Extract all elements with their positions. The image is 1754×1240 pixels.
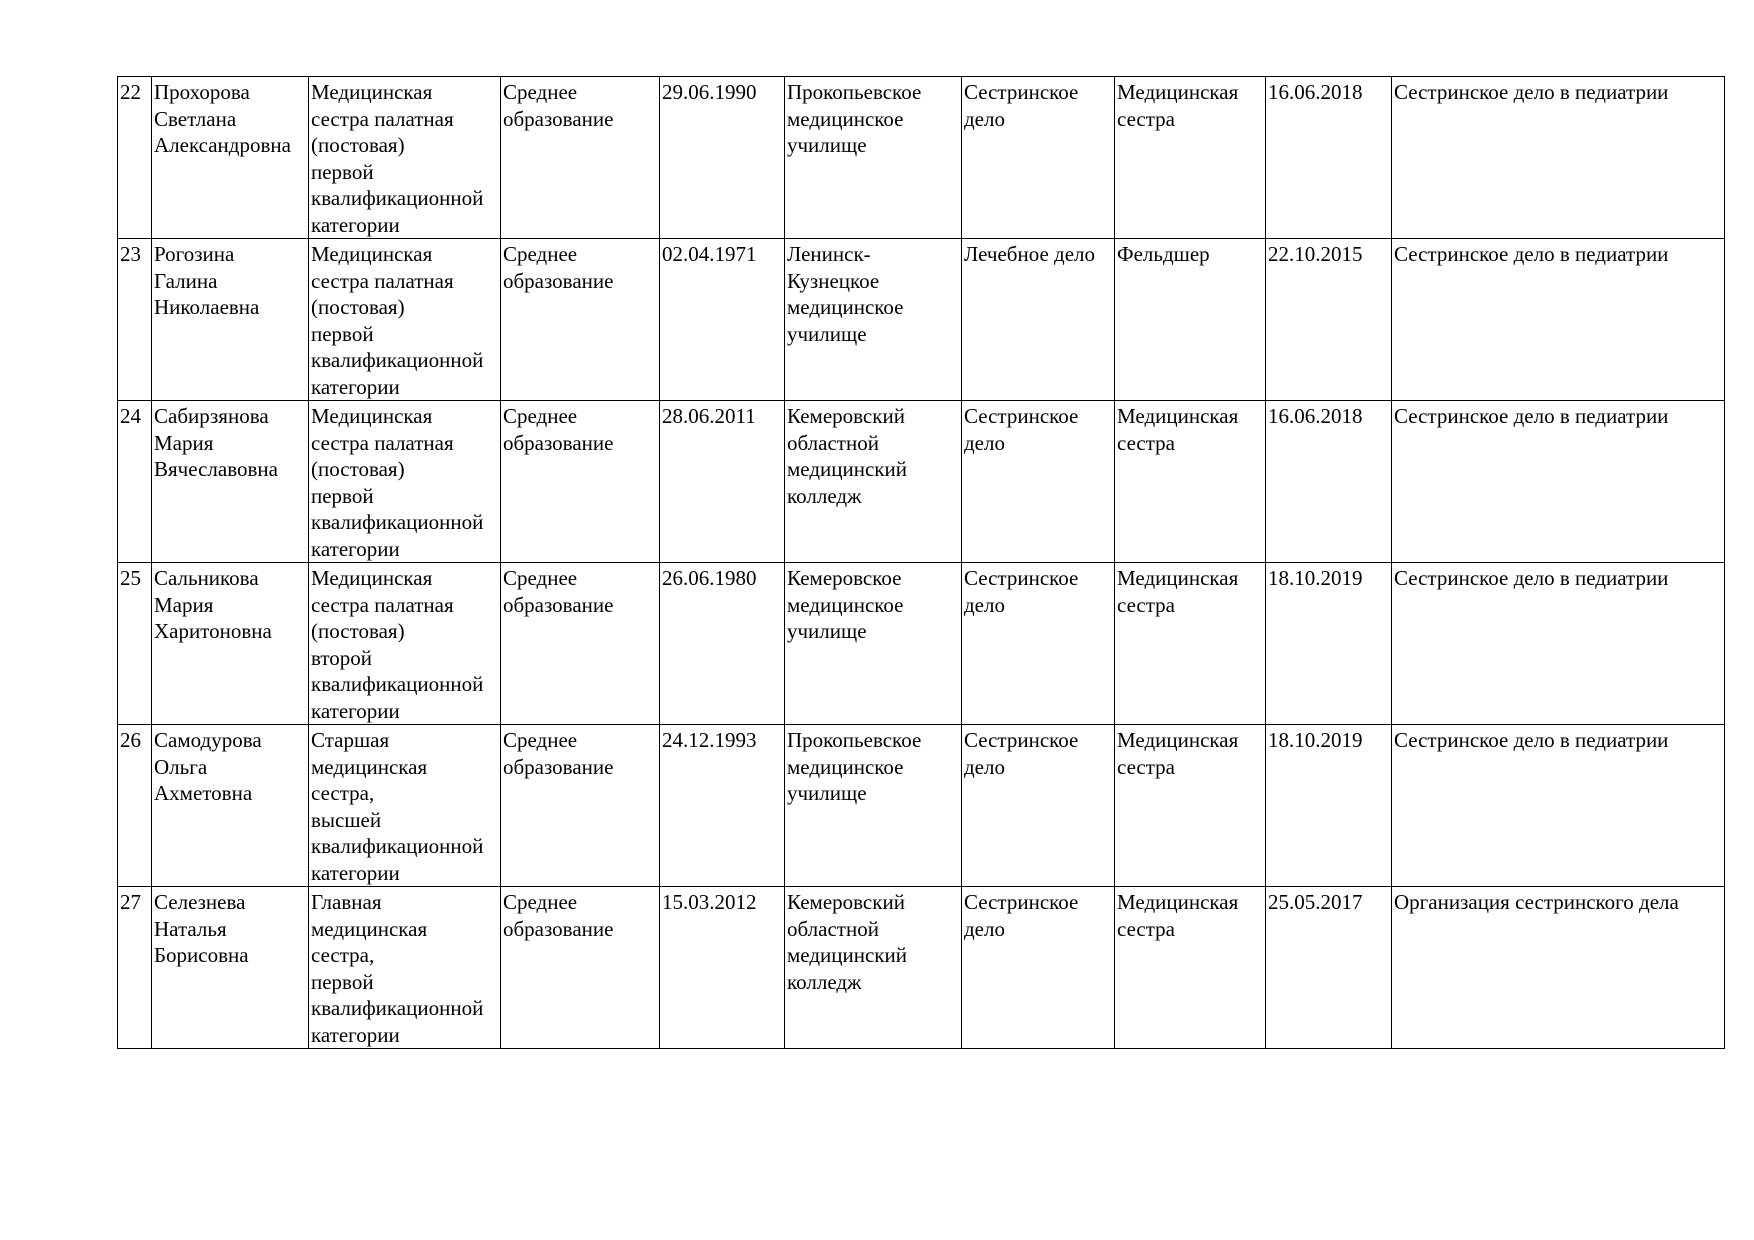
specialty-line: дело: [964, 106, 1005, 131]
graduation-date-text: 24.12.1993: [662, 728, 757, 752]
row-number-text: 27: [120, 890, 141, 914]
position-line: сестра палатная: [311, 592, 454, 617]
position-line: Медицинская: [311, 404, 433, 428]
institution-cell: [785, 725, 962, 887]
education-line: Среднее: [503, 890, 578, 914]
table-row: [118, 77, 1725, 239]
row-number-text: 25: [120, 566, 141, 590]
full-name-line: Галина: [154, 268, 218, 293]
position-line: первой: [311, 321, 374, 346]
row-number-cell: [118, 239, 152, 401]
position-line: категории: [311, 1022, 400, 1047]
position-line: первой: [311, 159, 374, 184]
specialty-cell: [962, 401, 1115, 563]
position-line: сестра палатная: [311, 268, 454, 293]
graduation-date-text: 02.04.1971: [662, 242, 757, 266]
qualification-line: сестра: [1117, 430, 1175, 455]
institution-line: колледж: [787, 969, 862, 994]
education-line: Среднее: [503, 728, 578, 752]
certificate-specialty-text: Сестринское дело в педиатрии: [1394, 728, 1669, 752]
certificate-specialty-cell: [1392, 401, 1725, 563]
full-name-cell: [152, 77, 309, 239]
staff-table: [117, 76, 1725, 1049]
position-line: категории: [311, 698, 400, 723]
education-line: Среднее: [503, 404, 578, 428]
position-line: Медицинская: [311, 80, 433, 104]
graduation-date-cell: [660, 239, 785, 401]
institution-cell: [785, 563, 962, 725]
full-name-line: Борисовна: [154, 943, 249, 967]
specialty-line: Сестринское: [964, 80, 1079, 104]
graduation-date-cell: [660, 563, 785, 725]
qualification-line: Медицинская: [1117, 728, 1239, 752]
certificate-specialty-cell: [1392, 563, 1725, 725]
qualification-line: Медицинская: [1117, 890, 1239, 914]
row-number-text: 22: [120, 80, 141, 104]
position-line: квалификационной: [311, 510, 484, 534]
position-line: первой: [311, 969, 374, 994]
institution-line: медицинское: [787, 295, 904, 319]
position-line: высшей: [311, 807, 382, 832]
certificate-date-text: 18.10.2019: [1268, 566, 1363, 590]
graduation-date-cell: [660, 725, 785, 887]
education-line: образование: [503, 916, 614, 941]
certificate-date-cell: [1266, 239, 1392, 401]
institution-line: медицинский: [787, 943, 907, 967]
position-line: квалификационной: [311, 996, 484, 1020]
position-line: квалификационной: [311, 672, 484, 696]
full-name-line: Светлана: [154, 106, 237, 131]
row-number-cell: [118, 401, 152, 563]
position-line: сестра палатная: [311, 106, 454, 131]
table-row: [118, 725, 1725, 887]
qualification-line: сестра: [1117, 916, 1175, 941]
graduation-date-text: 15.03.2012: [662, 890, 757, 914]
row-number-text: 24: [120, 404, 141, 428]
specialty-line: Лечебное дело: [964, 242, 1096, 266]
full-name-line: Селезнева: [154, 890, 246, 914]
position-line: второй: [311, 645, 373, 670]
graduation-date-cell: [660, 887, 785, 1049]
certificate-date-cell: [1266, 725, 1392, 887]
certificate-specialty-text: Сестринское дело в педиатрии: [1394, 80, 1669, 104]
position-line: сестра,: [311, 943, 375, 967]
position-line: категории: [311, 374, 400, 399]
education-cell: [501, 563, 660, 725]
position-line: квалификационной: [311, 186, 484, 210]
certificate-date-text: 25.05.2017: [1268, 890, 1363, 914]
qualification-cell: [1115, 563, 1266, 725]
qualification-line: сестра: [1117, 592, 1175, 617]
qualification-line: Фельдшер: [1117, 242, 1210, 266]
institution-cell: [785, 77, 962, 239]
position-cell: [309, 401, 501, 563]
specialty-line: дело: [964, 592, 1005, 617]
institution-cell: [785, 401, 962, 563]
institution-line: медицинское: [787, 592, 904, 617]
qualification-line: сестра: [1117, 106, 1175, 131]
institution-line: медицинское: [787, 754, 904, 779]
position-line: медицинская: [311, 916, 428, 941]
position-cell: [309, 887, 501, 1049]
full-name-line: Сабирзянова: [154, 404, 269, 428]
full-name-line: Ахметовна: [154, 781, 253, 805]
full-name-line: Харитоновна: [154, 619, 272, 643]
full-name-cell: [152, 887, 309, 1049]
institution-line: Кемеровское: [787, 566, 902, 590]
full-name-line: Наталья: [154, 916, 227, 941]
table-row: [118, 239, 1725, 401]
education-cell: [501, 239, 660, 401]
position-line: квалификационной: [311, 348, 484, 372]
full-name-cell: [152, 563, 309, 725]
education-cell: [501, 887, 660, 1049]
position-cell: [309, 563, 501, 725]
position-line: (постовая): [311, 619, 405, 643]
table-row: [118, 401, 1725, 563]
position-line: Медицинская: [311, 242, 433, 266]
position-line: сестра,: [311, 781, 375, 805]
graduation-date-text: 26.06.1980: [662, 566, 757, 590]
institution-line: училище: [787, 619, 867, 643]
position-cell: [309, 77, 501, 239]
table-row: [118, 887, 1725, 1049]
specialty-line: дело: [964, 916, 1005, 941]
position-line: первой: [311, 483, 374, 508]
institution-line: медицинское: [787, 106, 904, 131]
qualification-cell: [1115, 887, 1266, 1049]
institution-line: Ленинск-: [787, 242, 871, 266]
row-number-cell: [118, 725, 152, 887]
specialty-cell: [962, 887, 1115, 1049]
full-name-cell: [152, 239, 309, 401]
specialty-line: Сестринское: [964, 566, 1079, 590]
graduation-date-cell: [660, 401, 785, 563]
institution-line: колледж: [787, 483, 862, 508]
graduation-date-cell: [660, 77, 785, 239]
certificate-date-cell: [1266, 77, 1392, 239]
position-line: сестра палатная: [311, 430, 454, 455]
qualification-line: Медицинская: [1117, 404, 1239, 428]
full-name-line: Ольга: [154, 754, 208, 779]
position-cell: [309, 239, 501, 401]
certificate-specialty-text: Сестринское дело в педиатрии: [1394, 566, 1669, 590]
specialty-cell: [962, 77, 1115, 239]
full-name-line: Александровна: [154, 133, 291, 157]
qualification-cell: [1115, 239, 1266, 401]
education-line: Среднее: [503, 566, 578, 590]
graduation-date-text: 29.06.1990: [662, 80, 757, 104]
institution-cell: [785, 239, 962, 401]
graduation-date-text: 28.06.2011: [662, 404, 756, 428]
position-line: Медицинская: [311, 566, 433, 590]
position-line: категории: [311, 536, 400, 561]
certificate-date-cell: [1266, 887, 1392, 1049]
certificate-date-text: 22.10.2015: [1268, 242, 1363, 266]
table-body: [118, 77, 1725, 1049]
row-number-cell: [118, 887, 152, 1049]
specialty-cell: [962, 239, 1115, 401]
institution-line: училище: [787, 781, 867, 805]
certificate-date-cell: [1266, 401, 1392, 563]
qualification-cell: [1115, 725, 1266, 887]
certificate-specialty-cell: [1392, 239, 1725, 401]
specialty-cell: [962, 563, 1115, 725]
position-line: категории: [311, 860, 400, 885]
institution-line: Кемеровский: [787, 404, 905, 428]
certificate-date-text: 16.06.2018: [1268, 404, 1363, 428]
position-line: (постовая): [311, 133, 405, 157]
row-number-text: 23: [120, 242, 141, 266]
position-line: медицинская: [311, 754, 428, 779]
institution-line: училище: [787, 133, 867, 157]
institution-line: медицинский: [787, 457, 907, 481]
specialty-line: Сестринское: [964, 404, 1079, 428]
position-line: квалификационной: [311, 834, 484, 858]
certificate-specialty-text: Сестринское дело в педиатрии: [1394, 242, 1669, 266]
full-name-line: Вячеславовна: [154, 457, 278, 481]
education-line: образование: [503, 268, 614, 293]
education-cell: [501, 725, 660, 887]
institution-line: областной: [787, 916, 879, 941]
full-name-line: Мария: [154, 592, 214, 617]
institution-line: Прокопьевское: [787, 728, 922, 752]
certificate-date-cell: [1266, 563, 1392, 725]
certificate-specialty-cell: [1392, 887, 1725, 1049]
full-name-line: Мария: [154, 430, 214, 455]
certificate-specialty-text: Организация сестринского дела: [1394, 890, 1679, 914]
position-line: Старшая: [311, 728, 390, 752]
position-line: Главная: [311, 890, 382, 914]
education-line: образование: [503, 754, 614, 779]
institution-line: Прокопьевское: [787, 80, 922, 104]
institution-cell: [785, 887, 962, 1049]
qualification-cell: [1115, 401, 1266, 563]
full-name-cell: [152, 725, 309, 887]
institution-line: училище: [787, 321, 867, 346]
education-cell: [501, 77, 660, 239]
full-name-line: Самодурова: [154, 728, 262, 752]
specialty-line: Сестринское: [964, 890, 1079, 914]
table-row: [118, 563, 1725, 725]
qualification-line: Медицинская: [1117, 80, 1239, 104]
full-name-line: Рогозина: [154, 242, 235, 266]
row-number-text: 26: [120, 728, 141, 752]
position-line: (постовая): [311, 457, 405, 481]
full-name-cell: [152, 401, 309, 563]
certificate-specialty-text: Сестринское дело в педиатрии: [1394, 404, 1669, 428]
certificate-specialty-cell: [1392, 77, 1725, 239]
institution-line: Кемеровский: [787, 890, 905, 914]
full-name-line: Прохорова: [154, 80, 250, 104]
specialty-cell: [962, 725, 1115, 887]
qualification-line: сестра: [1117, 754, 1175, 779]
position-line: категории: [311, 212, 400, 237]
specialty-line: дело: [964, 430, 1005, 455]
specialty-line: дело: [964, 754, 1005, 779]
certificate-specialty-cell: [1392, 725, 1725, 887]
education-line: образование: [503, 106, 614, 131]
institution-line: Кузнецкое: [787, 268, 880, 293]
certificate-date-text: 18.10.2019: [1268, 728, 1363, 752]
education-line: Среднее: [503, 242, 578, 266]
qualification-cell: [1115, 77, 1266, 239]
education-cell: [501, 401, 660, 563]
position-line: (постовая): [311, 295, 405, 319]
education-line: образование: [503, 430, 614, 455]
row-number-cell: [118, 563, 152, 725]
education-line: образование: [503, 592, 614, 617]
row-number-cell: [118, 77, 152, 239]
position-cell: [309, 725, 501, 887]
education-line: Среднее: [503, 80, 578, 104]
qualification-line: Медицинская: [1117, 566, 1239, 590]
full-name-line: Николаевна: [154, 295, 260, 319]
full-name-line: Сальникова: [154, 566, 259, 590]
certificate-date-text: 16.06.2018: [1268, 80, 1363, 104]
specialty-line: Сестринское: [964, 728, 1079, 752]
institution-line: областной: [787, 430, 879, 455]
